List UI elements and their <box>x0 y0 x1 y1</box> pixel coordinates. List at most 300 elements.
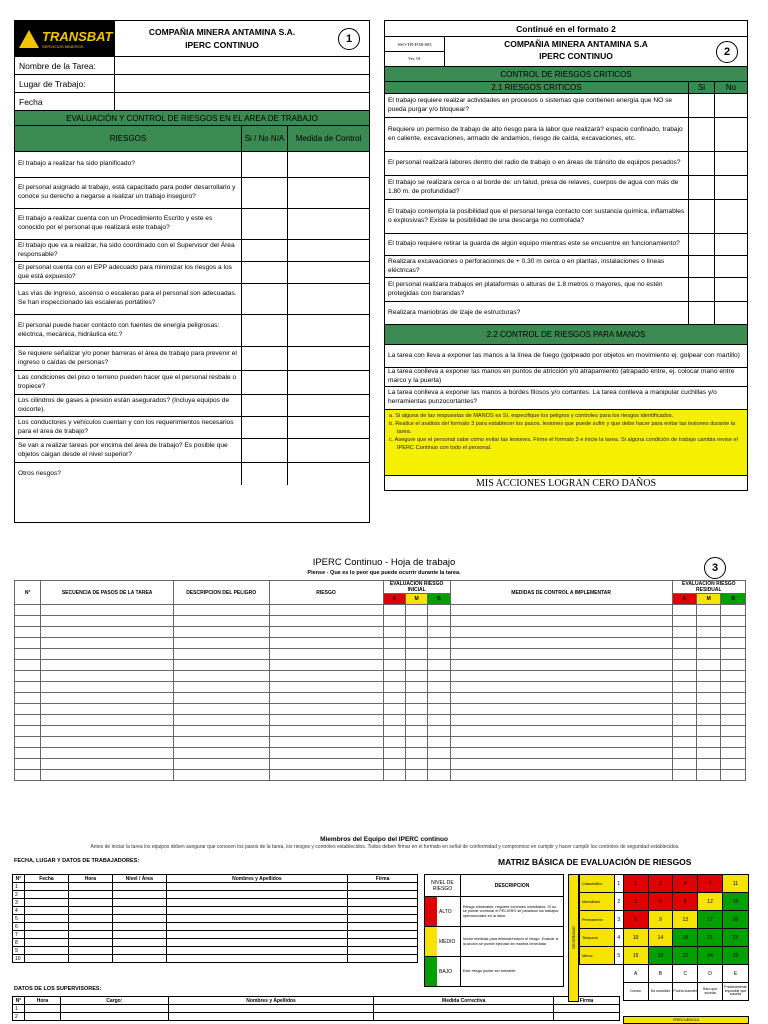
worksheet-cell[interactable] <box>383 660 405 671</box>
worker-cell[interactable] <box>112 955 166 963</box>
worksheet-cell[interactable] <box>41 759 173 770</box>
worksheet-row <box>15 693 746 704</box>
worksheet-cell[interactable] <box>672 748 696 759</box>
control-measure-cell[interactable] <box>288 371 369 394</box>
worksheet-cell[interactable] <box>383 770 405 781</box>
col-n-header: N° <box>15 581 41 605</box>
worksheet-cell[interactable] <box>721 737 746 748</box>
worksheet-cell[interactable] <box>721 671 746 682</box>
supervisor-cell[interactable] <box>168 1013 374 1021</box>
worksheet-cell[interactable] <box>697 627 721 638</box>
worker-cell[interactable] <box>112 891 166 899</box>
worksheet-cell[interactable] <box>697 726 721 737</box>
risk-level-name <box>425 957 461 987</box>
worker-cell[interactable] <box>348 891 418 899</box>
no-cell[interactable] <box>715 234 747 255</box>
worksheet-cell[interactable] <box>672 737 696 748</box>
worksheet-cell[interactable] <box>697 671 721 682</box>
worksheet-cell[interactable] <box>721 616 746 627</box>
yes-no-cell[interactable] <box>242 209 288 239</box>
control-measure-cell[interactable] <box>288 240 369 261</box>
worksheet-cell[interactable] <box>697 693 721 704</box>
worksheet-cell[interactable] <box>721 605 746 616</box>
worker-cell[interactable] <box>24 939 68 947</box>
worksheet-cell[interactable] <box>450 759 672 770</box>
worksheet-row <box>15 759 746 770</box>
worker-cell[interactable] <box>24 955 68 963</box>
worksheet-cell[interactable] <box>721 726 746 737</box>
worksheet-cell[interactable] <box>405 770 427 781</box>
worksheet-cell[interactable] <box>672 616 696 627</box>
worksheet-cell[interactable] <box>428 726 450 737</box>
worksheet-cell[interactable] <box>450 748 672 759</box>
worksheet-cell[interactable] <box>173 770 269 781</box>
worker-cell[interactable] <box>348 923 418 931</box>
worksheet-cell[interactable] <box>405 638 427 649</box>
no-cell[interactable] <box>715 200 747 233</box>
worksheet-cell[interactable] <box>428 704 450 715</box>
worksheet-cell[interactable] <box>173 627 269 638</box>
worksheet-cell[interactable] <box>173 671 269 682</box>
worksheet-cell[interactable] <box>383 726 405 737</box>
worksheet-cell[interactable] <box>721 627 746 638</box>
control-measure-cell[interactable] <box>288 315 369 346</box>
worksheet-cell[interactable] <box>173 605 269 616</box>
worksheet-cell[interactable] <box>383 704 405 715</box>
worksheet-cell[interactable] <box>672 682 696 693</box>
worksheet-cell[interactable] <box>672 605 696 616</box>
worksheet-cell[interactable] <box>269 627 383 638</box>
si-cell[interactable] <box>689 234 715 255</box>
worksheet-cell[interactable] <box>269 616 383 627</box>
worksheet-cell[interactable] <box>15 715 41 726</box>
worker-cell[interactable] <box>166 915 347 923</box>
worksheet-cell[interactable] <box>41 605 173 616</box>
no-cell[interactable] <box>715 278 747 301</box>
worker-cell[interactable] <box>112 899 166 907</box>
worker-cell[interactable] <box>24 883 68 891</box>
supervisor-cell[interactable] <box>168 1005 374 1013</box>
worksheet-cell[interactable] <box>15 638 41 649</box>
yes-no-cell[interactable] <box>242 152 288 177</box>
worksheet-cell[interactable] <box>697 682 721 693</box>
control-measure-cell[interactable] <box>288 417 369 438</box>
yes-no-cell[interactable] <box>242 315 288 346</box>
control-measure-cell[interactable] <box>288 262 369 283</box>
worksheet-cell[interactable] <box>450 671 672 682</box>
worksheet-cell[interactable] <box>405 693 427 704</box>
worksheet-cell[interactable] <box>721 748 746 759</box>
worksheet-cell[interactable] <box>697 748 721 759</box>
worksheet-cell[interactable] <box>41 638 173 649</box>
si-cell[interactable] <box>689 256 715 277</box>
worksheet-cell[interactable] <box>405 737 427 748</box>
worksheet-cell[interactable] <box>41 748 173 759</box>
worksheet-cell[interactable] <box>173 704 269 715</box>
control-measure-cell[interactable] <box>288 178 369 208</box>
worksheet-cell[interactable] <box>721 693 746 704</box>
worker-cell[interactable] <box>166 947 347 955</box>
worksheet-cell[interactable] <box>428 770 450 781</box>
workers-table <box>12 874 418 963</box>
worker-cell[interactable] <box>348 947 418 955</box>
worksheet-cell[interactable] <box>41 682 173 693</box>
worksheet-cell[interactable] <box>15 704 41 715</box>
worksheet-cell[interactable] <box>405 660 427 671</box>
worksheet-cell[interactable] <box>15 671 41 682</box>
worksheet-cell[interactable] <box>173 616 269 627</box>
worksheet-cell[interactable] <box>428 759 450 770</box>
worker-cell[interactable] <box>68 907 112 915</box>
worksheet-cell[interactable] <box>405 704 427 715</box>
worker-cell[interactable] <box>166 907 347 915</box>
yes-no-cell[interactable] <box>242 178 288 208</box>
worksheet-cell[interactable] <box>41 660 173 671</box>
worksheet-cell[interactable] <box>15 693 41 704</box>
worker-cell[interactable] <box>348 955 418 963</box>
severity-name: Mortalidad <box>580 893 615 911</box>
worksheet-cell[interactable] <box>15 748 41 759</box>
worksheet-cell[interactable] <box>672 759 696 770</box>
worksheet-cell[interactable] <box>697 660 721 671</box>
worksheet-cell[interactable] <box>405 759 427 770</box>
worksheet-cell[interactable] <box>450 682 672 693</box>
worksheet-cell[interactable] <box>41 649 173 660</box>
yes-no-cell[interactable] <box>242 395 288 416</box>
date-field[interactable] <box>115 93 369 110</box>
control-measure-cell[interactable] <box>288 395 369 416</box>
worksheet-cell[interactable] <box>173 693 269 704</box>
matrix-cell: 15 <box>623 947 648 965</box>
workers-section-title: FECHA, LUGAR Y DATOS DE TRABAJADORES: <box>14 858 140 864</box>
worksheet-cell[interactable] <box>269 693 383 704</box>
worksheet-cell[interactable] <box>428 616 450 627</box>
no-cell[interactable] <box>715 94 747 117</box>
worker-cell[interactable] <box>24 915 68 923</box>
worksheet-cell[interactable] <box>15 682 41 693</box>
worksheet-cell[interactable] <box>383 748 405 759</box>
worksheet-cell[interactable] <box>405 627 427 638</box>
worksheet-cell[interactable] <box>269 660 383 671</box>
worker-cell[interactable] <box>348 915 418 923</box>
worksheet-cell[interactable] <box>15 737 41 748</box>
worksheet-cell[interactable] <box>672 671 696 682</box>
worksheet-cell[interactable] <box>383 715 405 726</box>
worksheet-cell[interactable] <box>697 616 721 627</box>
worksheet-cell[interactable] <box>428 605 450 616</box>
si-cell[interactable] <box>689 200 715 233</box>
worksheet-cell[interactable] <box>41 737 173 748</box>
worksheet-cell[interactable] <box>428 682 450 693</box>
worksheet-cell[interactable] <box>450 737 672 748</box>
worker-cell[interactable] <box>24 891 68 899</box>
worksheet-cell[interactable] <box>41 770 173 781</box>
worksheet-cell[interactable] <box>173 649 269 660</box>
worksheet-cell[interactable] <box>450 627 672 638</box>
worksheet-cell[interactable] <box>15 759 41 770</box>
worker-cell[interactable] <box>112 947 166 955</box>
supervisor-cell[interactable] <box>374 1013 554 1021</box>
worksheet-cell[interactable] <box>428 693 450 704</box>
worksheet-cell[interactable] <box>269 671 383 682</box>
worksheet-cell[interactable] <box>41 693 173 704</box>
worksheet-cell[interactable] <box>173 638 269 649</box>
worksheet-cell[interactable] <box>721 704 746 715</box>
worksheet-cell[interactable] <box>15 605 41 616</box>
worksheet-cell[interactable] <box>41 704 173 715</box>
worksheet-cell[interactable] <box>173 737 269 748</box>
worksheet-cell[interactable] <box>383 638 405 649</box>
worksheet-cell[interactable] <box>450 605 672 616</box>
worksheet-cell[interactable] <box>15 627 41 638</box>
no-cell[interactable] <box>715 176 747 199</box>
worksheet-cell[interactable] <box>697 649 721 660</box>
supervisor-cell[interactable] <box>554 1013 620 1021</box>
worker-cell[interactable] <box>348 907 418 915</box>
worksheet-cell[interactable] <box>450 704 672 715</box>
worksheet-cell[interactable] <box>697 715 721 726</box>
si-cell[interactable] <box>689 302 715 324</box>
worksheet-cell[interactable] <box>15 770 41 781</box>
worksheet-cell[interactable] <box>428 737 450 748</box>
worksheet-cell[interactable] <box>269 726 383 737</box>
worksheet-cell[interactable] <box>173 660 269 671</box>
si-cell[interactable] <box>689 152 715 175</box>
worker-cell[interactable] <box>24 923 68 931</box>
worksheet-cell[interactable] <box>383 693 405 704</box>
worker-cell[interactable] <box>68 931 112 939</box>
worksheet-cell[interactable] <box>15 649 41 660</box>
yes-no-cell[interactable] <box>242 240 288 261</box>
worksheet-cell[interactable] <box>383 627 405 638</box>
worker-cell[interactable] <box>68 915 112 923</box>
worksheet-cell[interactable] <box>15 660 41 671</box>
supervisor-cell[interactable] <box>374 1005 554 1013</box>
worksheet-cell[interactable] <box>697 737 721 748</box>
worksheet-cell[interactable] <box>41 726 173 737</box>
worksheet-cell[interactable] <box>383 737 405 748</box>
worksheet-cell[interactable] <box>405 616 427 627</box>
worksheet-cell[interactable] <box>721 638 746 649</box>
worker-cell[interactable] <box>24 899 68 907</box>
worksheet-cell[interactable] <box>269 605 383 616</box>
control-measure-cell[interactable] <box>288 284 369 314</box>
worksheet-cell[interactable] <box>383 759 405 770</box>
worksheet-cell[interactable] <box>672 715 696 726</box>
worksheet-cell[interactable] <box>269 759 383 770</box>
supervisor-cell[interactable] <box>60 1013 168 1021</box>
no-cell[interactable] <box>715 118 747 151</box>
worker-cell[interactable] <box>166 955 347 963</box>
worksheet-cell[interactable] <box>41 671 173 682</box>
worker-cell[interactable] <box>68 883 112 891</box>
yes-no-cell[interactable] <box>242 371 288 394</box>
control-measure-cell[interactable] <box>288 463 369 485</box>
worker-cell[interactable] <box>166 939 347 947</box>
worker-cell[interactable] <box>112 939 166 947</box>
worksheet-cell[interactable] <box>269 704 383 715</box>
worker-cell[interactable] <box>68 923 112 931</box>
worksheet-cell[interactable] <box>450 726 672 737</box>
worker-cell[interactable] <box>166 923 347 931</box>
supervisor-cell[interactable] <box>24 1013 60 1021</box>
initial-b-cell: B <box>428 594 450 605</box>
yes-no-cell[interactable] <box>242 347 288 370</box>
worksheet-cell[interactable] <box>173 726 269 737</box>
worksheet-cell[interactable] <box>428 671 450 682</box>
worksheet-cell[interactable] <box>428 627 450 638</box>
worksheet-cell[interactable] <box>383 671 405 682</box>
worksheet-cell[interactable] <box>450 715 672 726</box>
worksheet-cell[interactable] <box>721 682 746 693</box>
worksheet-cell[interactable] <box>672 704 696 715</box>
worksheet-cell[interactable] <box>269 638 383 649</box>
worksheet-cell[interactable] <box>428 638 450 649</box>
worker-cell[interactable] <box>166 931 347 939</box>
worksheet-cell[interactable] <box>697 770 721 781</box>
worker-cell[interactable] <box>166 899 347 907</box>
worker-cell[interactable] <box>112 931 166 939</box>
worker-cell[interactable] <box>112 883 166 891</box>
worker-cell[interactable] <box>68 955 112 963</box>
control-measure-cell[interactable] <box>288 209 369 239</box>
worksheet-cell[interactable] <box>697 759 721 770</box>
worker-cell[interactable] <box>24 947 68 955</box>
worksheet-cell[interactable] <box>269 770 383 781</box>
worksheet-cell[interactable] <box>41 627 173 638</box>
worksheet-cell[interactable] <box>269 649 383 660</box>
workplace-field[interactable] <box>115 75 369 92</box>
worksheet-cell[interactable] <box>41 616 173 627</box>
worksheet-cell[interactable] <box>173 759 269 770</box>
worksheet-cell[interactable] <box>269 715 383 726</box>
worksheet-cell[interactable] <box>697 638 721 649</box>
control-measure-cell[interactable] <box>288 347 369 370</box>
worker-cell[interactable] <box>348 883 418 891</box>
worker-cell[interactable] <box>24 931 68 939</box>
worker-cell[interactable] <box>348 931 418 939</box>
matrix-row <box>580 875 749 893</box>
si-cell[interactable] <box>689 118 715 151</box>
worksheet-cell[interactable] <box>383 605 405 616</box>
worker-cell[interactable] <box>166 883 347 891</box>
yes-no-cell[interactable] <box>242 417 288 438</box>
residual-a-cell: A <box>672 594 696 605</box>
yes-no-cell[interactable] <box>242 262 288 283</box>
risk-question-text: Los conductores y vehículos cuentan y con los requerimientos necesarios para el área de trabajo? <box>15 417 242 438</box>
worksheet-cell[interactable] <box>672 638 696 649</box>
worksheet-cell[interactable] <box>672 693 696 704</box>
worksheet-cell[interactable] <box>383 682 405 693</box>
worksheet-cell[interactable] <box>450 649 672 660</box>
worker-cell[interactable] <box>112 907 166 915</box>
worksheet-cell[interactable] <box>383 649 405 660</box>
yes-no-cell[interactable] <box>242 463 288 485</box>
worksheet-cell[interactable] <box>697 704 721 715</box>
worksheet-cell[interactable] <box>405 715 427 726</box>
supervisor-cell[interactable] <box>24 1005 60 1013</box>
worksheet-cell[interactable] <box>672 770 696 781</box>
worksheet-cell[interactable] <box>721 649 746 660</box>
yes-no-cell[interactable] <box>242 439 288 462</box>
worksheet-cell[interactable] <box>428 649 450 660</box>
worksheet-cell[interactable] <box>450 660 672 671</box>
worker-cell[interactable] <box>24 907 68 915</box>
worker-cell[interactable] <box>166 891 347 899</box>
matrix-cell: 12 <box>698 893 723 911</box>
worksheet-cell[interactable] <box>428 660 450 671</box>
worksheet-cell[interactable] <box>428 748 450 759</box>
worksheet-cell[interactable] <box>383 616 405 627</box>
risk-question-list <box>15 152 369 485</box>
supervisor-cell[interactable] <box>60 1005 168 1013</box>
worksheet-cell[interactable] <box>428 715 450 726</box>
worker-cell[interactable] <box>68 899 112 907</box>
worksheet-cell[interactable] <box>721 660 746 671</box>
worker-cell[interactable] <box>68 891 112 899</box>
worksheet-cell[interactable] <box>269 748 383 759</box>
si-cell[interactable] <box>689 94 715 117</box>
worksheet-cell[interactable] <box>450 638 672 649</box>
worksheet-cell[interactable] <box>15 616 41 627</box>
worksheet-cell[interactable] <box>405 726 427 737</box>
worksheet-cell[interactable] <box>450 693 672 704</box>
worksheet-cell[interactable] <box>450 770 672 781</box>
supervisor-cell[interactable] <box>554 1005 620 1013</box>
worksheet-cell[interactable] <box>269 737 383 748</box>
worksheet-cell[interactable] <box>721 759 746 770</box>
worksheet-cell[interactable] <box>15 726 41 737</box>
control-measure-cell[interactable] <box>288 152 369 177</box>
residual-b-cell: B <box>721 594 746 605</box>
worksheet-cell[interactable] <box>405 671 427 682</box>
supervisors-col-header: Cargo: <box>60 997 168 1005</box>
worksheet-cell[interactable] <box>405 682 427 693</box>
worksheet-cell[interactable] <box>672 660 696 671</box>
yes-no-cell[interactable] <box>242 284 288 314</box>
worker-cell[interactable] <box>68 939 112 947</box>
worker-cell[interactable] <box>348 939 418 947</box>
worksheet-cell[interactable] <box>405 649 427 660</box>
si-cell[interactable] <box>689 278 715 301</box>
worksheet-cell[interactable] <box>672 726 696 737</box>
task-name-field[interactable] <box>115 57 369 74</box>
worker-cell[interactable] <box>112 915 166 923</box>
worksheet-cell[interactable] <box>672 627 696 638</box>
control-measure-cell[interactable] <box>288 439 369 462</box>
no-cell[interactable] <box>715 256 747 277</box>
worksheet-cell[interactable] <box>697 605 721 616</box>
worker-cell[interactable] <box>112 923 166 931</box>
worksheet-cell[interactable] <box>173 715 269 726</box>
risk-question-text: Los cilindros de gases a presión están asegurados? (Incluya equipos de oxicorte). <box>15 395 242 416</box>
worksheet-cell[interactable] <box>405 748 427 759</box>
no-cell[interactable] <box>715 302 747 324</box>
worker-cell[interactable] <box>68 947 112 955</box>
worker-cell[interactable] <box>348 899 418 907</box>
si-cell[interactable] <box>689 176 715 199</box>
worksheet-cell[interactable] <box>721 715 746 726</box>
worksheet-cell[interactable] <box>269 682 383 693</box>
no-cell[interactable] <box>715 152 747 175</box>
worksheet-cell[interactable] <box>405 605 427 616</box>
worksheet-cell[interactable] <box>173 748 269 759</box>
worksheet-cell[interactable] <box>721 770 746 781</box>
worksheet-cell[interactable] <box>672 649 696 660</box>
worksheet-cell[interactable] <box>173 682 269 693</box>
worksheet-cell[interactable] <box>450 616 672 627</box>
worksheet-cell[interactable] <box>41 715 173 726</box>
